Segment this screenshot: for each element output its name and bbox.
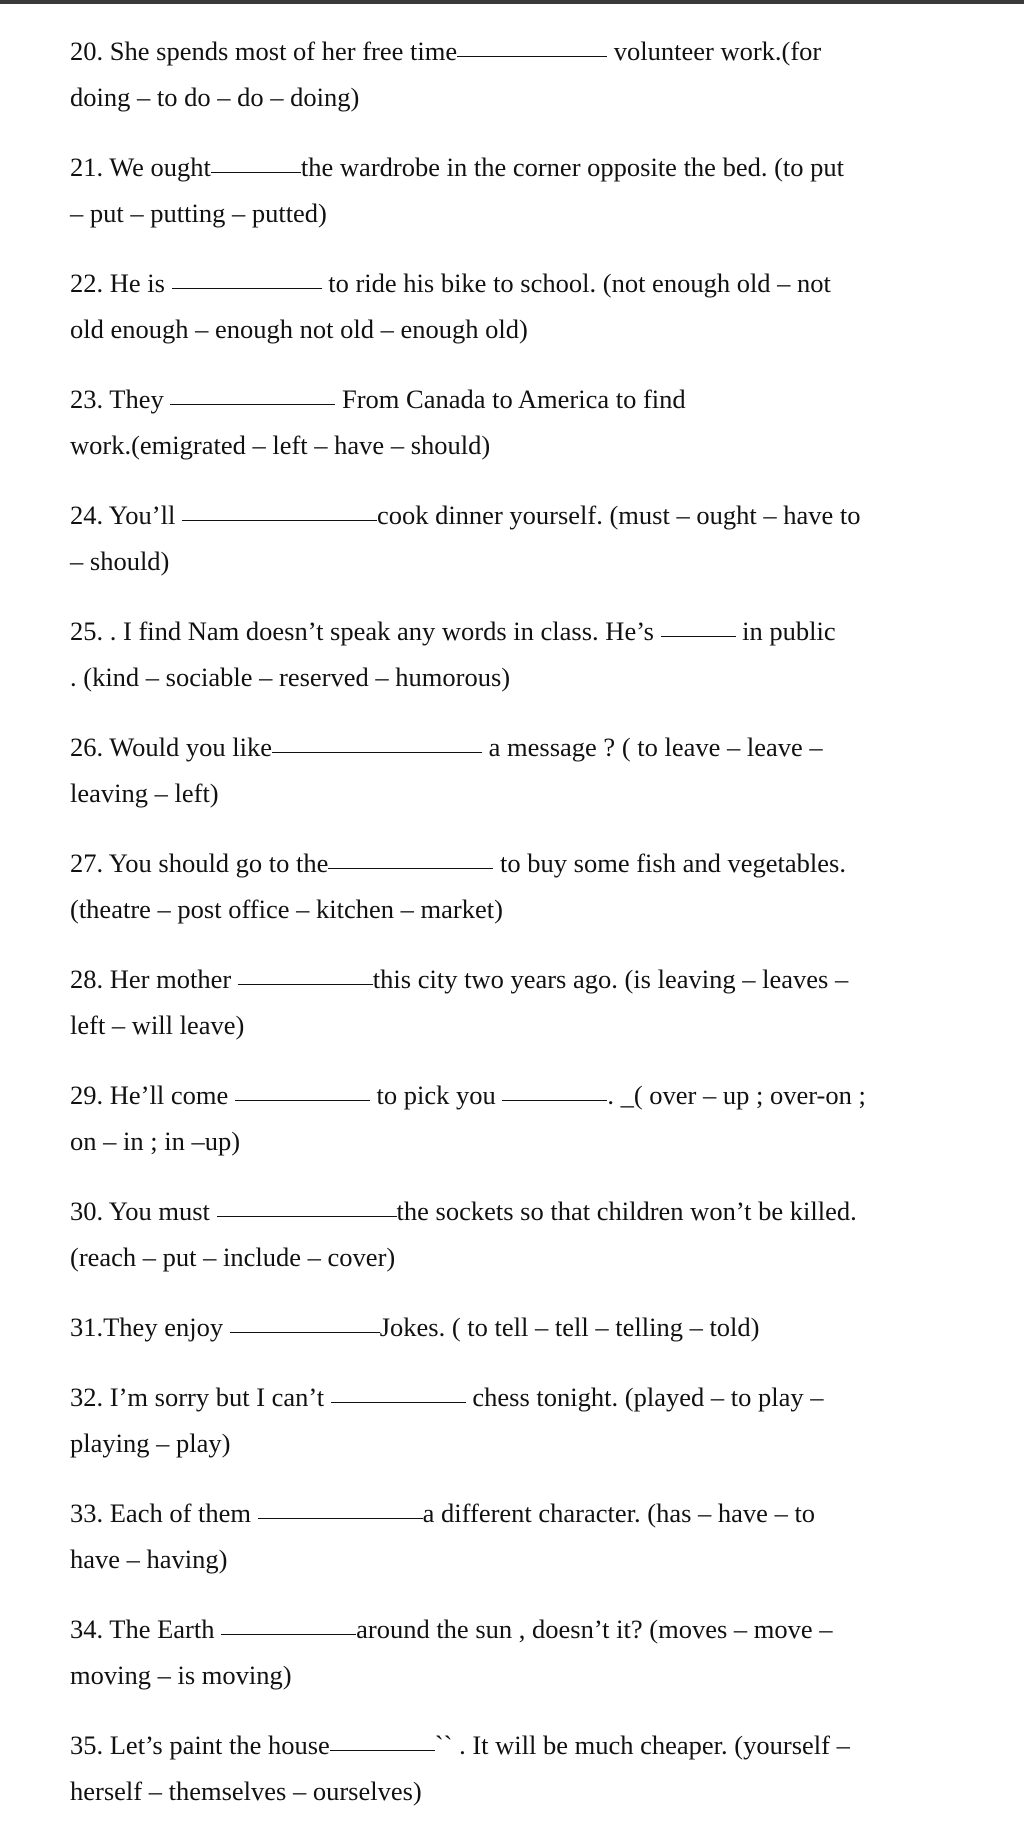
question-text: You should go to the [103, 848, 329, 878]
question-number: 27. [70, 848, 104, 878]
question-line [70, 1652, 970, 1698]
question-text: We ought [103, 152, 211, 182]
question-line [70, 840, 970, 886]
question-text: to pick you [369, 1080, 503, 1110]
answer-blank[interactable] [272, 751, 482, 753]
question-text: You must [103, 1196, 217, 1226]
question-32 [70, 1374, 970, 1466]
answer-options: leaving – left) [70, 778, 219, 808]
top-border-rule [0, 0, 1024, 4]
answer-options: on – in ; in –up) [70, 1126, 241, 1156]
question-number: 28. [70, 964, 104, 994]
question-number: 20. [70, 36, 104, 66]
question-line [70, 1536, 970, 1582]
question-text: . _( over – up ; over-on ; [607, 1080, 866, 1110]
answer-blank[interactable] [221, 1633, 356, 1635]
question-text: `` . It will be much cheaper. (yourself – [434, 1730, 850, 1760]
question-number: 35. [70, 1730, 104, 1760]
question-28 [70, 956, 970, 1048]
question-27 [70, 840, 970, 932]
question-line [70, 1490, 970, 1536]
question-line [70, 376, 970, 422]
answer-options: (theatre – post office – kitchen – market) [70, 894, 503, 924]
question-number: 25. [70, 616, 104, 646]
answer-blank[interactable] [170, 403, 335, 405]
question-text: He’ll come [103, 1080, 235, 1110]
question-line [70, 1072, 970, 1118]
question-text: She spends most of her free time [103, 36, 458, 66]
question-text: to buy some fish and vegetables. [493, 848, 846, 878]
question-line [70, 74, 970, 120]
question-text: a message ? ( to leave – leave – [482, 732, 823, 762]
question-line [70, 1234, 970, 1280]
question-line [70, 724, 970, 770]
question-text: this city two years ago. (is leaving – leaves – [372, 964, 849, 994]
question-text: around the sun , doesn’t it? (moves – move – [356, 1614, 833, 1644]
question-line [70, 1002, 970, 1048]
question-text: Each of them [103, 1498, 258, 1528]
question-line [70, 1188, 970, 1234]
question-number: 21. [70, 152, 104, 182]
question-text: They [103, 384, 171, 414]
question-line [70, 1304, 970, 1350]
question-line [70, 1420, 970, 1466]
question-text: the sockets so that children won’t be killed. [396, 1196, 857, 1226]
question-26 [70, 724, 970, 816]
question-line [70, 306, 970, 352]
question-text: in public [735, 616, 836, 646]
question-number: 30. [70, 1196, 104, 1226]
question-line [70, 492, 970, 538]
answer-options: herself – themselves – ourselves) [70, 1776, 422, 1806]
answer-blank[interactable] [182, 519, 377, 521]
question-text: Jokes. ( to tell – tell – telling – told) [379, 1312, 760, 1342]
question-text: They enjoy [103, 1312, 230, 1342]
question-number: 32. [70, 1382, 104, 1412]
question-text: to ride his bike to school. (not enough old – not [321, 268, 831, 298]
question-number: 24. [70, 500, 104, 530]
question-31 [70, 1304, 970, 1350]
answer-options: moving – is moving) [70, 1660, 292, 1690]
question-35 [70, 1722, 970, 1814]
answer-blank[interactable] [661, 635, 736, 637]
answer-blank[interactable] [331, 1401, 466, 1403]
question-text: The Earth [103, 1614, 222, 1644]
question-line [70, 422, 970, 468]
question-30 [70, 1188, 970, 1280]
question-number: 33. [70, 1498, 104, 1528]
answer-options: – should) [70, 546, 170, 576]
question-line [70, 886, 970, 932]
answer-blank[interactable] [330, 1749, 435, 1751]
question-line [70, 1606, 970, 1652]
answer-blank[interactable] [258, 1517, 423, 1519]
question-number: 22. [70, 268, 104, 298]
question-number: 23. [70, 384, 104, 414]
question-text: volunteer work.(for [607, 36, 822, 66]
question-line [70, 190, 970, 236]
question-line [70, 260, 970, 306]
question-line [70, 1374, 970, 1420]
question-text: From Canada to America to find [335, 384, 686, 414]
answer-blank[interactable] [230, 1331, 380, 1333]
answer-blank[interactable] [217, 1215, 397, 1217]
question-text: Would you like [103, 732, 273, 762]
answer-options: left – will leave) [70, 1010, 245, 1040]
question-29 [70, 1072, 970, 1164]
question-number: 31. [70, 1312, 104, 1342]
question-text: You’ll [103, 500, 182, 530]
question-text: I’m sorry but I can’t [103, 1382, 331, 1412]
question-25 [70, 608, 970, 700]
question-23 [70, 376, 970, 468]
answer-options: old enough – enough not old – enough old) [70, 314, 528, 344]
answer-blank[interactable] [211, 171, 301, 173]
question-line [70, 956, 970, 1002]
answer-options: doing – to do – do – doing) [70, 82, 360, 112]
question-24 [70, 492, 970, 584]
answer-options: (reach – put – include – cover) [70, 1242, 396, 1272]
question-text: the wardrobe in the corner opposite the bed. (to put [300, 152, 845, 182]
answer-blank[interactable] [238, 983, 373, 985]
answer-options: work.(emigrated – left – have – should) [70, 430, 491, 460]
question-number: 26. [70, 732, 104, 762]
question-text: a different character. (has – have – to [422, 1498, 816, 1528]
answer-blank[interactable] [235, 1099, 370, 1101]
answer-blank-2[interactable] [502, 1099, 607, 1101]
question-20 [70, 28, 970, 120]
worksheet [70, 28, 970, 1838]
question-22 [70, 260, 970, 352]
answer-blank[interactable] [457, 55, 607, 57]
answer-options: – put – putting – putted) [70, 198, 327, 228]
answer-options: have – having) [70, 1544, 228, 1574]
answer-blank[interactable] [328, 867, 493, 869]
question-21 [70, 144, 970, 236]
question-text: He is [103, 268, 172, 298]
question-text: chess tonight. (played – to play – [465, 1382, 824, 1412]
question-line [70, 608, 970, 654]
question-text: Let’s paint the house [103, 1730, 330, 1760]
question-number: 29. [70, 1080, 104, 1110]
question-line [70, 144, 970, 190]
question-number: 34. [70, 1614, 104, 1644]
question-text: Her mother [103, 964, 238, 994]
question-line [70, 654, 970, 700]
answer-options: . (kind – sociable – reserved – humorous) [70, 662, 511, 692]
question-line [70, 1118, 970, 1164]
answer-blank[interactable] [172, 287, 322, 289]
question-line [70, 28, 970, 74]
question-34 [70, 1606, 970, 1698]
question-line [70, 770, 970, 816]
question-text: cook dinner yourself. (must – ought – have to [376, 500, 861, 530]
question-text: . I find Nam doesn’t speak any words in class. He’s [103, 616, 661, 646]
question-line [70, 538, 970, 584]
question-line [70, 1768, 970, 1814]
answer-options: playing – play) [70, 1428, 231, 1458]
question-line [70, 1722, 970, 1768]
question-33 [70, 1490, 970, 1582]
